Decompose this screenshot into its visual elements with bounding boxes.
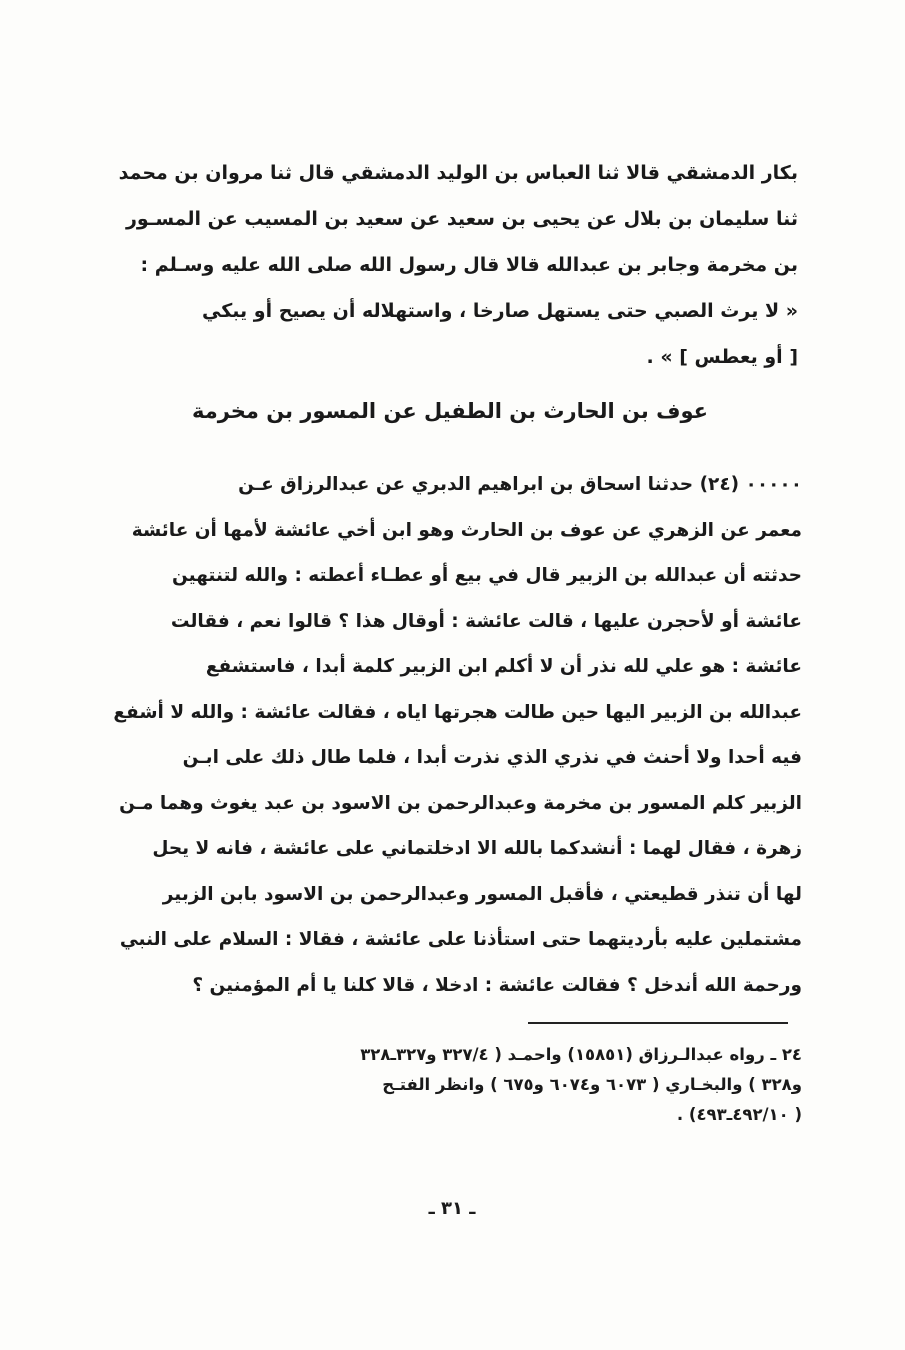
footnote (96, 1040, 802, 1130)
footnote-line: و٣٢٨ ) والبخـاري ( ٦٠٧٣ و٦٠٧٤ و٦٧٥ ) وانظر الفتـح (382, 1075, 802, 1094)
footnote-line: ٢٤ ـ رواه عبدالـرزاق (١٥٨٥١) واحمـد ( ٣٢٧/٤ و٣٢٧ـ٣٢٨ (360, 1045, 802, 1064)
text-line: عائشة : هو علي لله نذر أن لا أكلم ابن الزبير كلمة أبدا ، فاستشفع (205, 656, 802, 677)
top-paragraph (98, 150, 798, 380)
text-line: ٠٠٠٠٠ (٢٤) حدثنا اسحاق بن ابراهيم الدبري عن عبدالرزاق عـن (238, 474, 802, 495)
text-line: زهرة ، فقال لهما : أنشدكما بالله الا ادخلتماني على عائشة ، فانه لا يحل (152, 838, 802, 859)
page-number: ـ ٣١ ـ (428, 1198, 476, 1219)
text-line: ورحمة الله أندخل ؟ فقالت عائشة : ادخلا ، قالا كلنا يا أم المؤمنين ؟ (192, 974, 802, 996)
text-line: فيه أحدا ولا أحنث في نذري الذي نذرت أبدا ، فلما طال ذلك على ابـن (182, 747, 802, 768)
text-line: معمر عن الزهري عن عوف بن الحارث وهو ابن أخي عائشة لأمها أن عائشة (131, 519, 802, 541)
text-line: « لا يرث الصبي حتى يستهل صارخا ، واستهلاله أن يصيح أو يبكي (202, 300, 798, 322)
text-line: بن مخرمة وجابر بن عبدالله قالا قال رسول الله صلى الله عليه وسـلم : (140, 254, 798, 276)
text-line: ثنا سليمان بن بلال عن يحيى بن سعيد عن سعيد بن المسيب عن المسـور (125, 208, 798, 230)
text-line: مشتملين عليه بأرديتهما حتى استأذنا على عائشة ، فقالا : السلام على النبي (119, 929, 802, 950)
text-line: بكار الدمشقي قالا ثنا العباس بن الوليد الدمشقي قال ثنا مروان بن محمد (118, 162, 798, 184)
hadith-paragraph (96, 462, 802, 1008)
text-line: عبدالله بن الزبير اليها حين طالت هجرتها اياه ، فقالت عائشة : والله لا أشفع (113, 701, 802, 723)
text-line: الزبير كلم المسور بن مخرمة وعبدالرحمن بن الاسود بن عبد يغوث وهما مـن (119, 792, 802, 814)
footnote-line: ( ٤٩٢/١٠ـ٤٩٣) . (676, 1105, 802, 1124)
text-line: عائشة أو لأحجرن عليها ، قالت عائشة : أوقال هذا ؟ قالوا نعم ، فقالت (170, 610, 802, 632)
footnote-separator (528, 1022, 788, 1024)
text-line: [ أو يعطس ] » . (646, 346, 798, 368)
section-heading: عوف بن الحارث بن الطفيل عن المسور بن مخرمة (192, 399, 708, 423)
text-line: لها أن تنذر قطيعتي ، فأقبل المسور وعبدالرحمن بن الاسود بابن الزبير (162, 883, 802, 905)
text-line: حدثته أن عبدالله بن الزبير قال في بيع أو عطـاء أعطته : والله لتنتهين (172, 565, 802, 586)
